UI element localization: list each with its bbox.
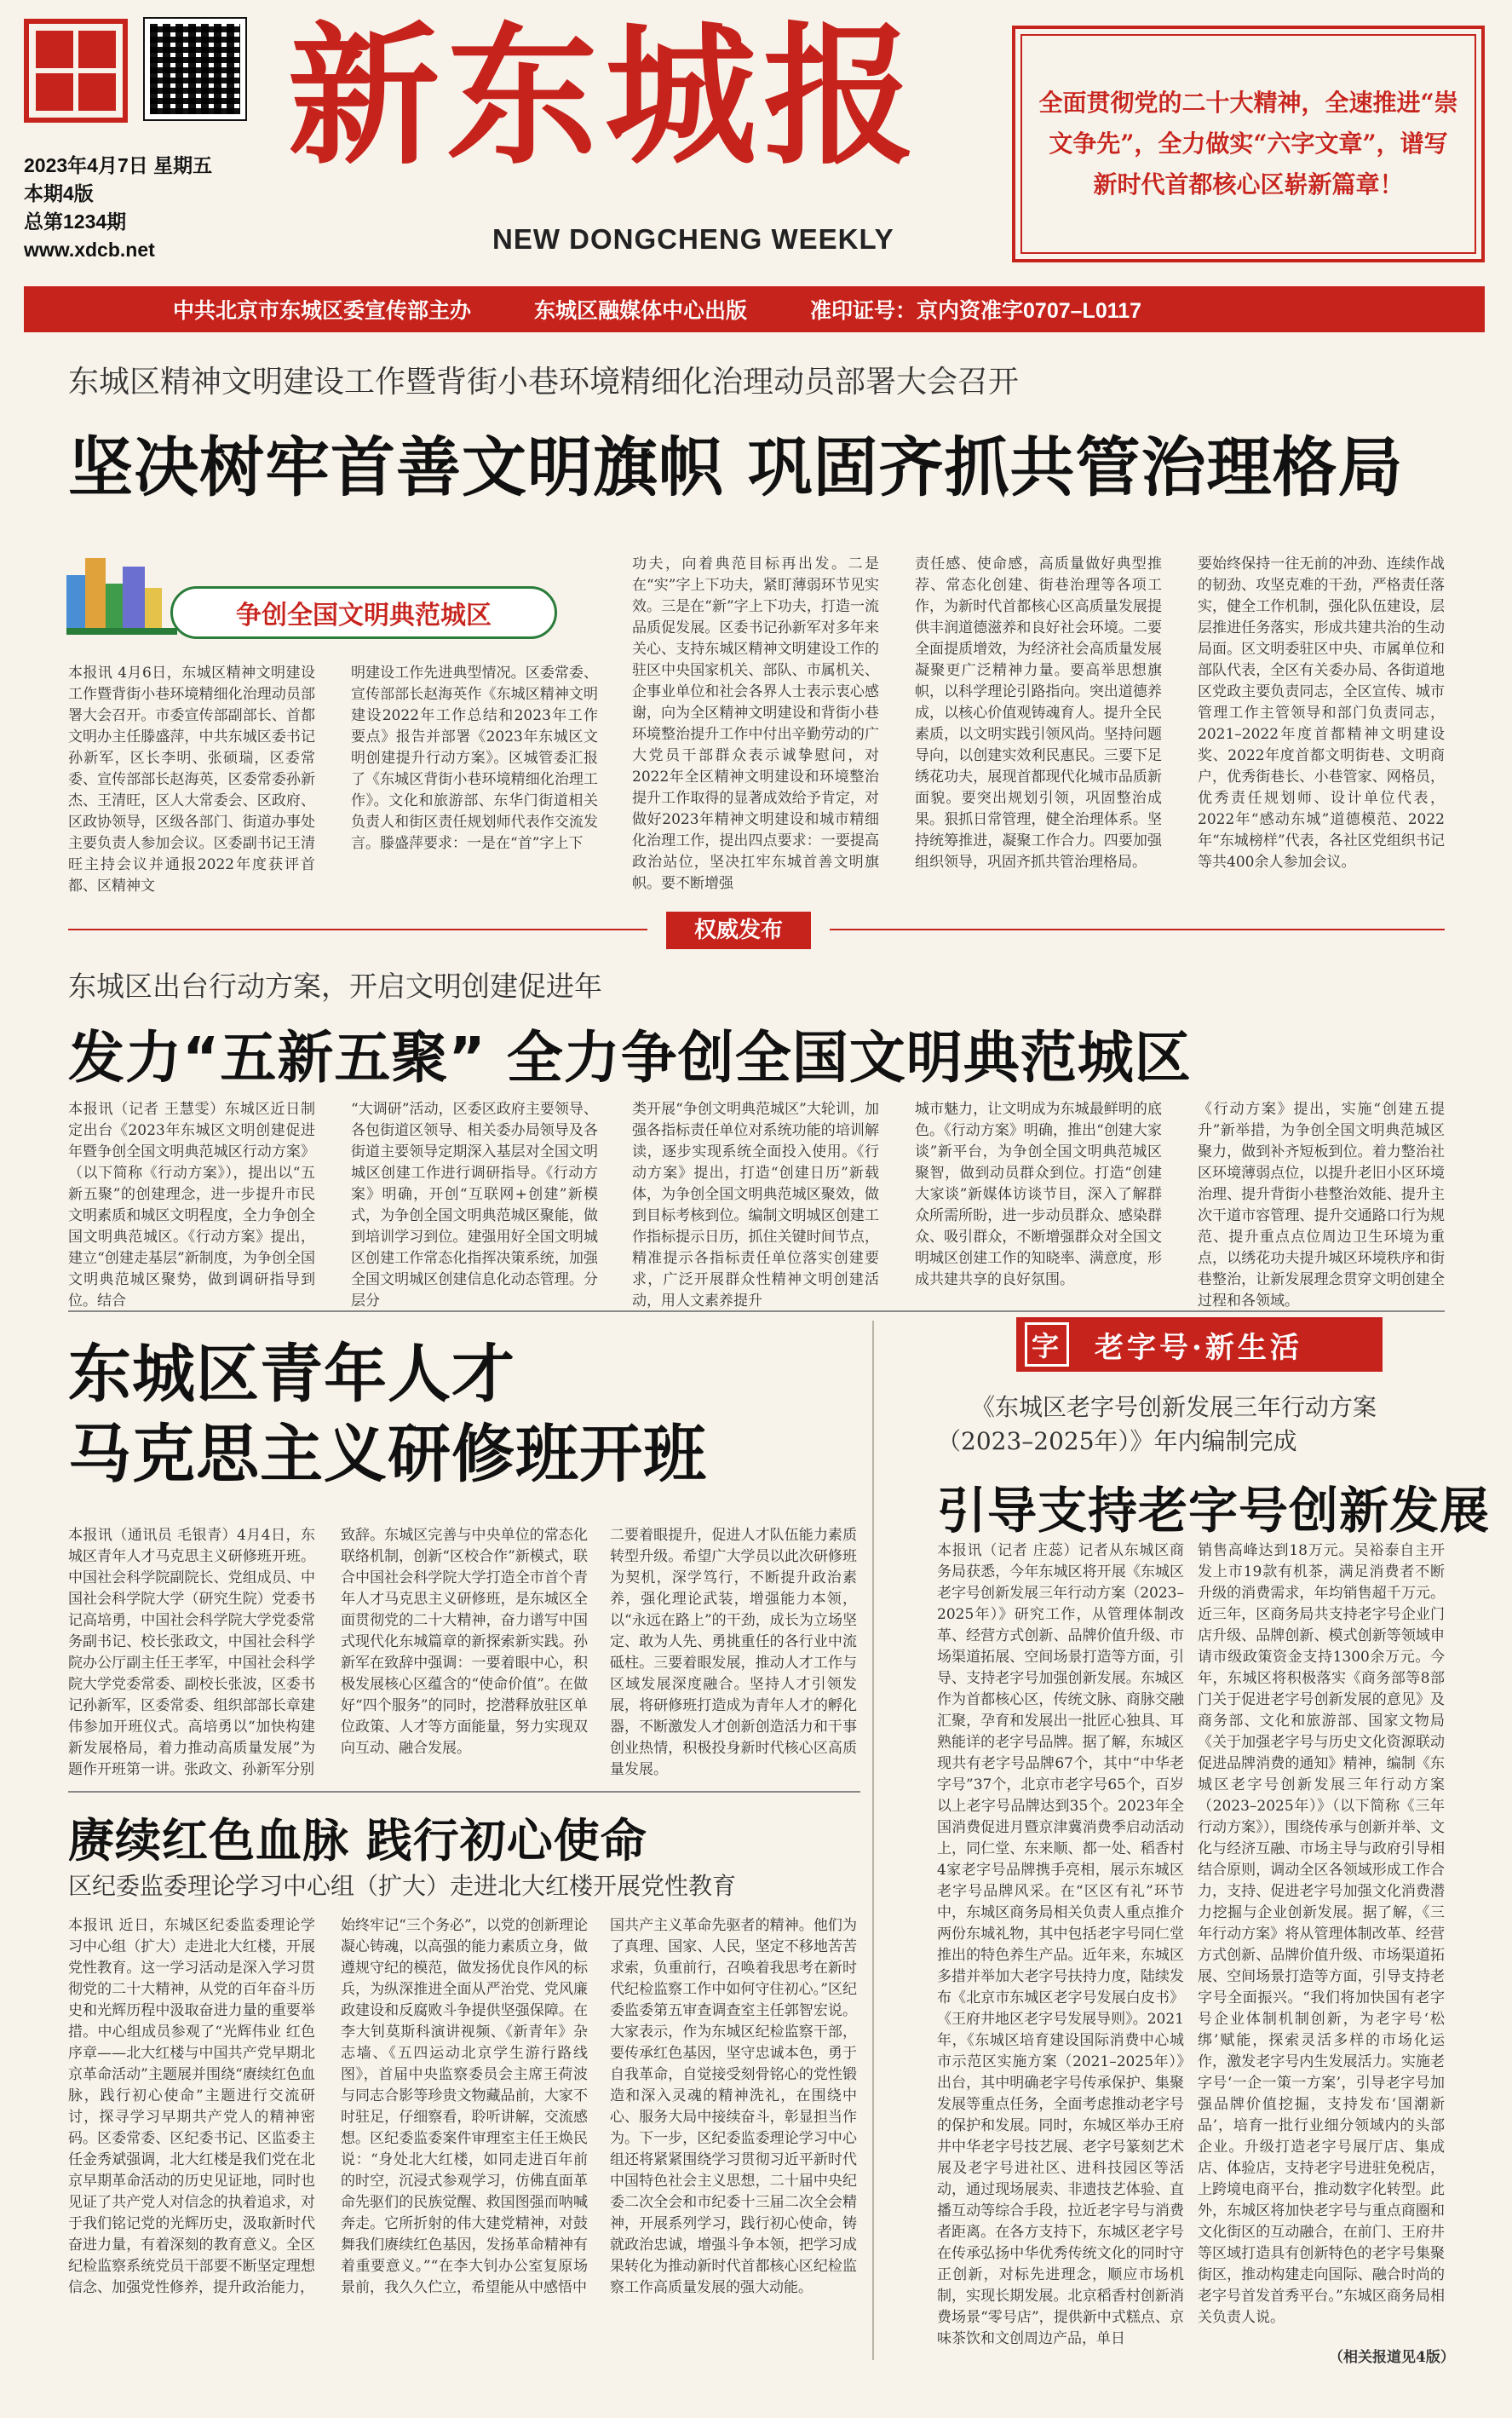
article4-column-3: 国共产主义革命先驱者的精神。他们为了真理、国家、人民，坚定不移地苦苦求索，负重前行，召唤着我思考在新时代纪检监察工作中如何守住初心。”区纪委监委第五审查调查室主任郭智宏说。大家表示，作为东城区纪检监察干部，要传承红色基因，坚守忠诚本色，勇于自我革命，自觉接受刻骨铭心的党性锻造和深入灵魂的精神洗礼，在围绕中心、服务大局中接续奋斗，彰显担当作为。下一步，区纪委监委理论学习中心组还将紧紧围绕学习贯彻习近平新时代中国特色社会主义思想，二十届中央纪委二次全会和市纪委十三届二次全会精神，开展系列学习，践行初心使命，铸就政治忠诚，增强斗争本领，把学习成果转化为推动新时代首都核心区纪检监察工作高质量发展的强大动能。 bbox=[610, 1917, 857, 2296]
article4-column-2: 始终牢记“三个务必”，以党的创新理论凝心铸魂，以高强的能力素质立身，做遵规守纪的模范，做发扬优良作风的标兵，为纵深推进全面从严治党、党风廉政建设和反腐败斗争提供坚强保障。在李大钊莫斯科演讲视频、《新青年》杂志墙、《五四运动北京学生游行路线图》，首届中央监察委员会主席王荷波与同志合影等珍贵文物藏品前，大家不时驻足，仔细察看，聆听讲解，交流感想。区纪委监委案件审理室主任王焕民说：“身处北大红楼，如同走进百年前的时空，沉浸式参观学习，仿佛直面革命先驱们的民族觉醒、救国图强而呐喊奔走。它所折射的伟大建党精神，对鼓舞我们赓续红色基因，发扬革命精神有着重要意义。”“在李大钊办公室复原场景前，我久久伫立，希望能从中感悟中 bbox=[341, 1917, 588, 2296]
section-badge: 权威发布 bbox=[666, 912, 811, 949]
article5-headline[interactable]: 引导支持老字号创新发展 bbox=[937, 1482, 1491, 1540]
section-rule-left bbox=[68, 929, 647, 930]
article1-column-5: 要始终保持一往无前的冲劲、连续作战的韧劲、攻坚克难的干劲，严格责任落实，健全工作机制，强化队伍建设，层层推进任务落实，形成共建共治的生动局面。区文明委驻区中央、市属单位和部队代表，全区有关委办局、各街道地区党政主要负责同志，全区宣传、城市管理工作主管领导和部门负责同志，2021–2022年度首都精神文明建设奖、2022年度首都文明街巷、文明商户，优秀街巷长、小巷管家、网格员，优秀责任规划师、设计单位代表，2022年“感动东城”道德模范、2022年“东城榜样”代表，各社区党组织书记等共400余人参加会议。 bbox=[1198, 556, 1445, 871]
masthead-logo: 新东城报 bbox=[288, 7, 922, 185]
section-divider bbox=[68, 1310, 1445, 1312]
article1-column-4: 责任感、使命感，高质量做好典型推荐、常态化创建、街巷治理等各项工作，为新时代首都核心区高质量发展提供丰润道德滋养和良好社会环境。二要全面提质增效，为经济社会高质量发展凝聚更广泛精神力量。要高举思想旗帜，以科学理论引路指向。突出道德养成，以核心价值观铸魂育人。提升全民素质，以文明实践引领风尚。坚持问题导向，以创建实效利民惠民。三要下足绣花功夫，展现首都现代化城市品质新面貌。要突出规划引领，巩固整治成果。狠抓日常管理，健全治理体系。坚持统筹推进，凝聚工作合力。四要加强组织领导，巩固齐抓共管治理格局。 bbox=[915, 556, 1162, 871]
article3-headline[interactable] bbox=[68, 1334, 707, 1494]
article2-headline[interactable]: 发力“五新五聚” 全力争创全国文明典范城区 bbox=[68, 1025, 1192, 1091]
article1-kicker: 东城区精神文明建设工作暨背街小巷环境精细化治理动员部署大会召开 bbox=[68, 365, 1020, 400]
masthead-logo-english: NEW DONGCHENG WEEKLY bbox=[492, 223, 894, 255]
article2-column-4: 城市魅力，让文明成为东城最鲜明的底色。《行动方案》明确，推出“创建大家谈”新平台，为争创全国文明典范城区聚智，做到动员群众到位。打造“创建大家谈”新媒体访谈节目，深入了解群众所需所盼，进一步动员群众、感染群众、吸引群众，不断增强群众对全国文明城区创建工作的知晓率、满意度，形成共建共享的良好氛围。 bbox=[915, 1101, 1162, 1288]
column-divider bbox=[872, 1321, 874, 2360]
page-count: 本期4版 bbox=[24, 182, 94, 204]
publication-info bbox=[24, 152, 212, 264]
article3-column-1: 本报讯（通讯员 毛银青）4月4日，东城区青年人才马克思主义研修班开班。中国社会科学院副院长、党组成员、中国社会科学院大学（研究生院）党委书记高培勇，中国社会科学院大学党委常务副书记、校长张政文，中国社会科学院办公厅副主任王孝军，中国社会科学院大学党委常委、副校长张波，区委书记孙新军，区委常委、组织部部长章建伟参加开班仪式。高培勇以“加快构建新发展格局，着力推动高质量发展”为题作开班第一讲。张政文、孙新军分别 bbox=[68, 1527, 315, 1778]
slogan-text: 全面贯彻党的二十大精神，全速推进“崇文争先”，全力做实“六字文章”，谱写新时代首都核心区崭新篇章！ bbox=[1020, 34, 1476, 254]
continued-note[interactable]: （相关报道见4版） bbox=[1329, 2349, 1455, 2366]
campaign-banner: 争创全国文明典范城区 bbox=[170, 586, 557, 639]
city-buildings-icon bbox=[66, 554, 177, 635]
license-number: 准印证号：京内资准字0707–L0117 bbox=[810, 299, 1142, 323]
article3-column-3: 二要着眼提升，促进人才队伍能力素质转型升级。希望广大学员以此次研修班为契机，深学笃行，不断提升政治素养，强化理论武装，增强能力本领，以“永远在路上”的干劲，成长为立场坚定、敢为人先、勇挑重任的各行业中流砥柱。三要着眼发展，推动人才工作与区域发展深度融合。坚持人才引领发展，将研修班打造成为青年人才的孵化器，不断激发人才创新创造活力和干事创业热情，积极投身新时代核心区高质量发展。 bbox=[610, 1527, 857, 1778]
article1-column-2: 明建设工作先进典型情况。区委常委、宣传部部长赵海英作《东城区精神文明建设2022年工作总结和2023年工作要点》报告并部署《2023年东城区文明创建提升行动方案》。区城管委汇报了《东城区背街小巷环境精细化治理工作》。文化和旅游部、东华门街道相关负责人和街区责任规划师代表作交流发言。滕盛萍要求：一是在“首”字上下 bbox=[351, 665, 598, 852]
newspaper-seal-logo bbox=[24, 19, 128, 123]
article4-subtitle: 区纪委监委理论学习中心组（扩大）走进北大红楼开展党性教育 bbox=[68, 1872, 737, 1900]
article4-column-1: 本报讯 近日，东城区纪委监委理论学习中心组（扩大）走进北大红楼，开展党性教育。这一学习活动是深入学习贯彻党的二十大精神，从党的百年奋斗历史和光辉历程中汲取奋进力量的重要举措。中心组成员参观了“光辉伟业 红色序章——北大红楼与中国共产党早期北京革命活动”主题展并围绕“赓续红色血脉，践行初心使命”主题进行交流研讨，探寻学习早期共产党人的精神密码。区委常委、区纪委书记、区监委主任金秀斌强调，北大红楼是我们党在北京早期革命活动的历史见证地，同时也见证了共产党人对信念的执着追求，对于我们铭记党的光辉历史，汲取新时代奋进力量，有着深刻的教育意义。全区纪检监察系统党员干部要不断坚定理想信念、加强党性修养，提升政治能力， bbox=[68, 1917, 315, 2296]
article1-column-1: 本报讯 4月6日，东城区精神文明建设工作暨背街小巷环境精细化治理动员部署大会召开。市委宣传部副部长、首都文明办主任滕盛萍，中共东城区委书记孙新军，区长李明、张硕瑞，区委常委、宣传部部长赵海英，区委常委孙新杰、王清旺，区人大常委会、区政府、区政协领导，区级各部门、街道办事处主要负责人参加会议。区委副书记王清旺主持会议并通报2022年度获评首都、区精神文 bbox=[68, 665, 315, 895]
column-label-banner bbox=[1016, 1317, 1383, 1372]
article1-column-3: 功夫，向着典范目标再出发。二是在“实”字上下功夫，紧盯薄弱环节见实效。三是在“新”字上下功夫，打造一流品质促发展。区委书记孙新军对多年来关心、支持东城区精神文明建设工作的驻区中央国家机关、部队、市属机关、企事业单位和社会各界人士表示衷心感谢，向为全区精神文明建设和背街小巷环境整治提升工作中付出辛勤劳动的广大党员干部群众表示诚挚慰问，对2022年全区精神文明建设和环境整治提升工作取得的显著成效给予肯定，对做好2023年精神文明建设和城市精细化治理工作，提出四点要求：一要提高政治站位，坚决扛牢东城首善文明旗帜。要不断增强 bbox=[632, 556, 879, 892]
issue-date: 2023年4月7日 星期五 bbox=[24, 154, 213, 176]
article2-column-3: 类开展“争创文明典范城区”大轮训，加强各指标责任单位对系统功能的培训解读，逐步实现系统全面投入使用。《行动方案》提出，打造“创建日历”新载体，为争创全国文明典范城区聚效，做到目标考核到位。编制文明城区创建工作指标提示日历，抓住关键时间节点，精准提示各指标责任单位落实创建要求，广泛开展群众性精神文明创建活动，用人文素养提升 bbox=[632, 1101, 879, 1310]
article2-column-2: “大调研”活动，区委区政府主要领导、各包街道区领导、相关委办局领导及各街道主要领导定期深入基层对全国文明城区创建工作进行调研指导。《行动方案》明确，开创“互联网+创建”新模式，为争创全国文明典范城区聚能，做到培训学习到位。建强用好全国文明城区创建工作常态化指挥决策系统，加强全国文明城区创建信息化动态管理。分层分 bbox=[351, 1101, 598, 1310]
article1-headline[interactable]: 坚决树牢首善文明旗帜 巩固齐抓共管治理格局 bbox=[68, 429, 1404, 505]
article5-column-1: 本报讯（记者 庄蕊）记者从东城区商务局获悉，今年东城区将开展《东城区老字号创新发展三年行动方案（2023–2025年）》研究工作，从管理体制改革、经营方式创新、品牌价值升级、市场渠道拓展、空间场景打造等方面，引导、支持老字号加强创新发展。东城区作为首都核心区，传统文脉、商脉交融汇聚，孕育和发展出一批匠心独具、耳熟能详的老字号品牌。据了解，东城区现共有老字号品牌67个，其中“中华老字号”37个，北京市老字号65个，百岁以上老字号品牌达到35个。2023年全国消费促进月暨京津冀消费季启动活动上，同仁堂、东来顺、都一处、稻香村4家老字号品牌携手亮相，展示东城区老字号品牌风采。在“区区有礼”环节中，东城区商务局相关负责人重点推介两份东城礼物，其中包括老字号同仁堂推出的特色养生产品。近年来，东城区多措并举加大老字号扶持力度，陆续发布《北京市东城区老字号发展白皮书》《王府井地区老字号发展导则》。2021年，《东城区培育建设国际消费中心城市示范区实施方案（2021–2025年）》出台，其中明确老字号传承保护、集聚发展等重点任务，全面考虑推动老字号的保护和发展。同时，东城区举办王府井中华老字号技艺展、老字号篆刻艺术展及老字号进社区、进科技园区等活动，通过现场展卖、非遗技艺体验、直播互动等综合手段，拉近老字号与消费者距离。在各方支持下，东城区老字号在传承弘扬中华优秀传统文化的同时守正创新，对标先进理念，顺应市场机制，实现长期发展。北京稻香村创新消费场景“零号店”，提供新中式糕点、京味茶饮和文创周边产品，单日 bbox=[937, 1542, 1184, 2347]
article2-column-5: 《行动方案》提出，实施“创建五提升”新举措，为争创全国文明典范城区聚力，做到补齐短板到位。着力整治社区环境薄弱点位，以提升老旧小区环境治理、提升背街小巷整治效能、提升主次干道市容管理、提升交通路口行为规范、提升重点点位周边卫生环境为重点，以绣花功夫提升城区环境秩序和街巷整治，让新发展理念贯穿文明创建全过程和各领域。 bbox=[1198, 1101, 1445, 1310]
info-bar bbox=[24, 286, 1485, 332]
issue-number: 总第1234期 bbox=[24, 210, 127, 233]
article2-column-1: 本报讯（记者 王慧雯）东城区近日制定出台《2023年东城区文明创建促进年暨争创全国文明典范城区行动方案》（以下简称《行动方案》），提出以“五新五聚”的创建理念，进一步提升市民文明素质和城区文明程度，全力争创全国文明典范城区。《行动方案》提出，建立“创建走基层”新制度，为争创全国文明典范城区聚势，做到调研指导到位。结合 bbox=[68, 1101, 315, 1310]
article5-column-2: 销售高峰达到18万元。吴裕泰自主开发上市19款有机茶，满足消费者不断升级的消费需求，年均销售超千万元。近三年，区商务局共支持老字号企业门店升级、品牌创新、模式创新等领域申请市级政策资金支持1300余万元。今年，东城区将积极落实《商务部等8部门关于促进老字号创新发展的意见》及商务部、文化和旅游部、国家文物局《关于加强老字号与历史文化资源联动促进品牌消费的通知》精神，编制《东城区老字号创新发展三年行动方案（2023–2025年）》（以下简称《三年行动方案》），围绕传承与创新并举、文化与经济互融、市场主导与政府引导相结合原则，调动全区各领域形成工作合力，支持、促进老字号加强文化消费潜力挖掘与企业创新发展。据了解，《三年行动方案》将从管理体制改革、经营方式创新、品牌价值升级、市场渠道拓展、空间场景打造等方面，引导支持老字号全面振兴。“我们将加快国有老字号企业体制机制创新，为老字号‘松绑’赋能，探索灵活多样的市场化运作，激发老字号内生发展活力。实施老字号‘一企一策一方案’，引导老字号加强品牌价值挖掘，支持发布‘国潮新品’，培育一批行业细分领域内的头部企业。升级打造老字号展厅店、集成店、体验店，支持老字号进驻免税店，上跨境电商平台，推动数字化转型。此外，东城区将加快老字号与重点商圈和文化街区的互动融合，在前门、王府井等区域打造具有创新特色的老字号集聚街区，推动构建走向国际、融合时尚的老字号首发首秀平台。”东城区商务局相关负责人说。 bbox=[1198, 1542, 1445, 2326]
sponsor: 中共北京市东城区委宣传部主办 bbox=[173, 299, 472, 323]
column-label: 老字号·新生活 bbox=[1095, 1330, 1302, 1365]
article4-headline[interactable]: 赓续红色血脉 践行初心使命 bbox=[68, 1814, 647, 1868]
article2-kicker: 东城区出台行动方案，开启文明创建促进年 bbox=[68, 970, 602, 1003]
article3-headline-line2: 马克思主义研修班开班 bbox=[68, 1418, 707, 1491]
publisher: 东城区融媒体中心出版 bbox=[534, 299, 748, 323]
slogan-box bbox=[1012, 26, 1485, 262]
section-rule-right bbox=[830, 929, 1445, 930]
article3-column-2: 致辞。东城区完善与中央单位的常态化联络机制，创新“区校合作”新模式，联合中国社会科学院大学打造全市首个青年人才马克思主义研修班，是东城区全面贯彻党的二十大精神，奋力谱写中国式现代化东城篇章的新探索新实践。孙新军在致辞中强调：一要着眼中心，积极发展核心区蕴含的“使命价值”。在做好“四个服务”的同时，挖潜释放驻区单位政策、人才等方面能量，努力实现双向互动、融合发展。 bbox=[341, 1527, 588, 1757]
article3-bottom-rule bbox=[68, 1791, 860, 1793]
website-link[interactable]: www.xdcb.net bbox=[24, 239, 155, 261]
article5-kicker: 《东城区老字号创新发展三年行动方案（2023–2025年）》年内编制完成 bbox=[937, 1393, 1377, 1455]
laozihao-seal-icon: 字 bbox=[1025, 1322, 1069, 1367]
article3-headline-line1: 东城区青年人才 bbox=[68, 1338, 515, 1411]
qr-code bbox=[145, 19, 245, 119]
